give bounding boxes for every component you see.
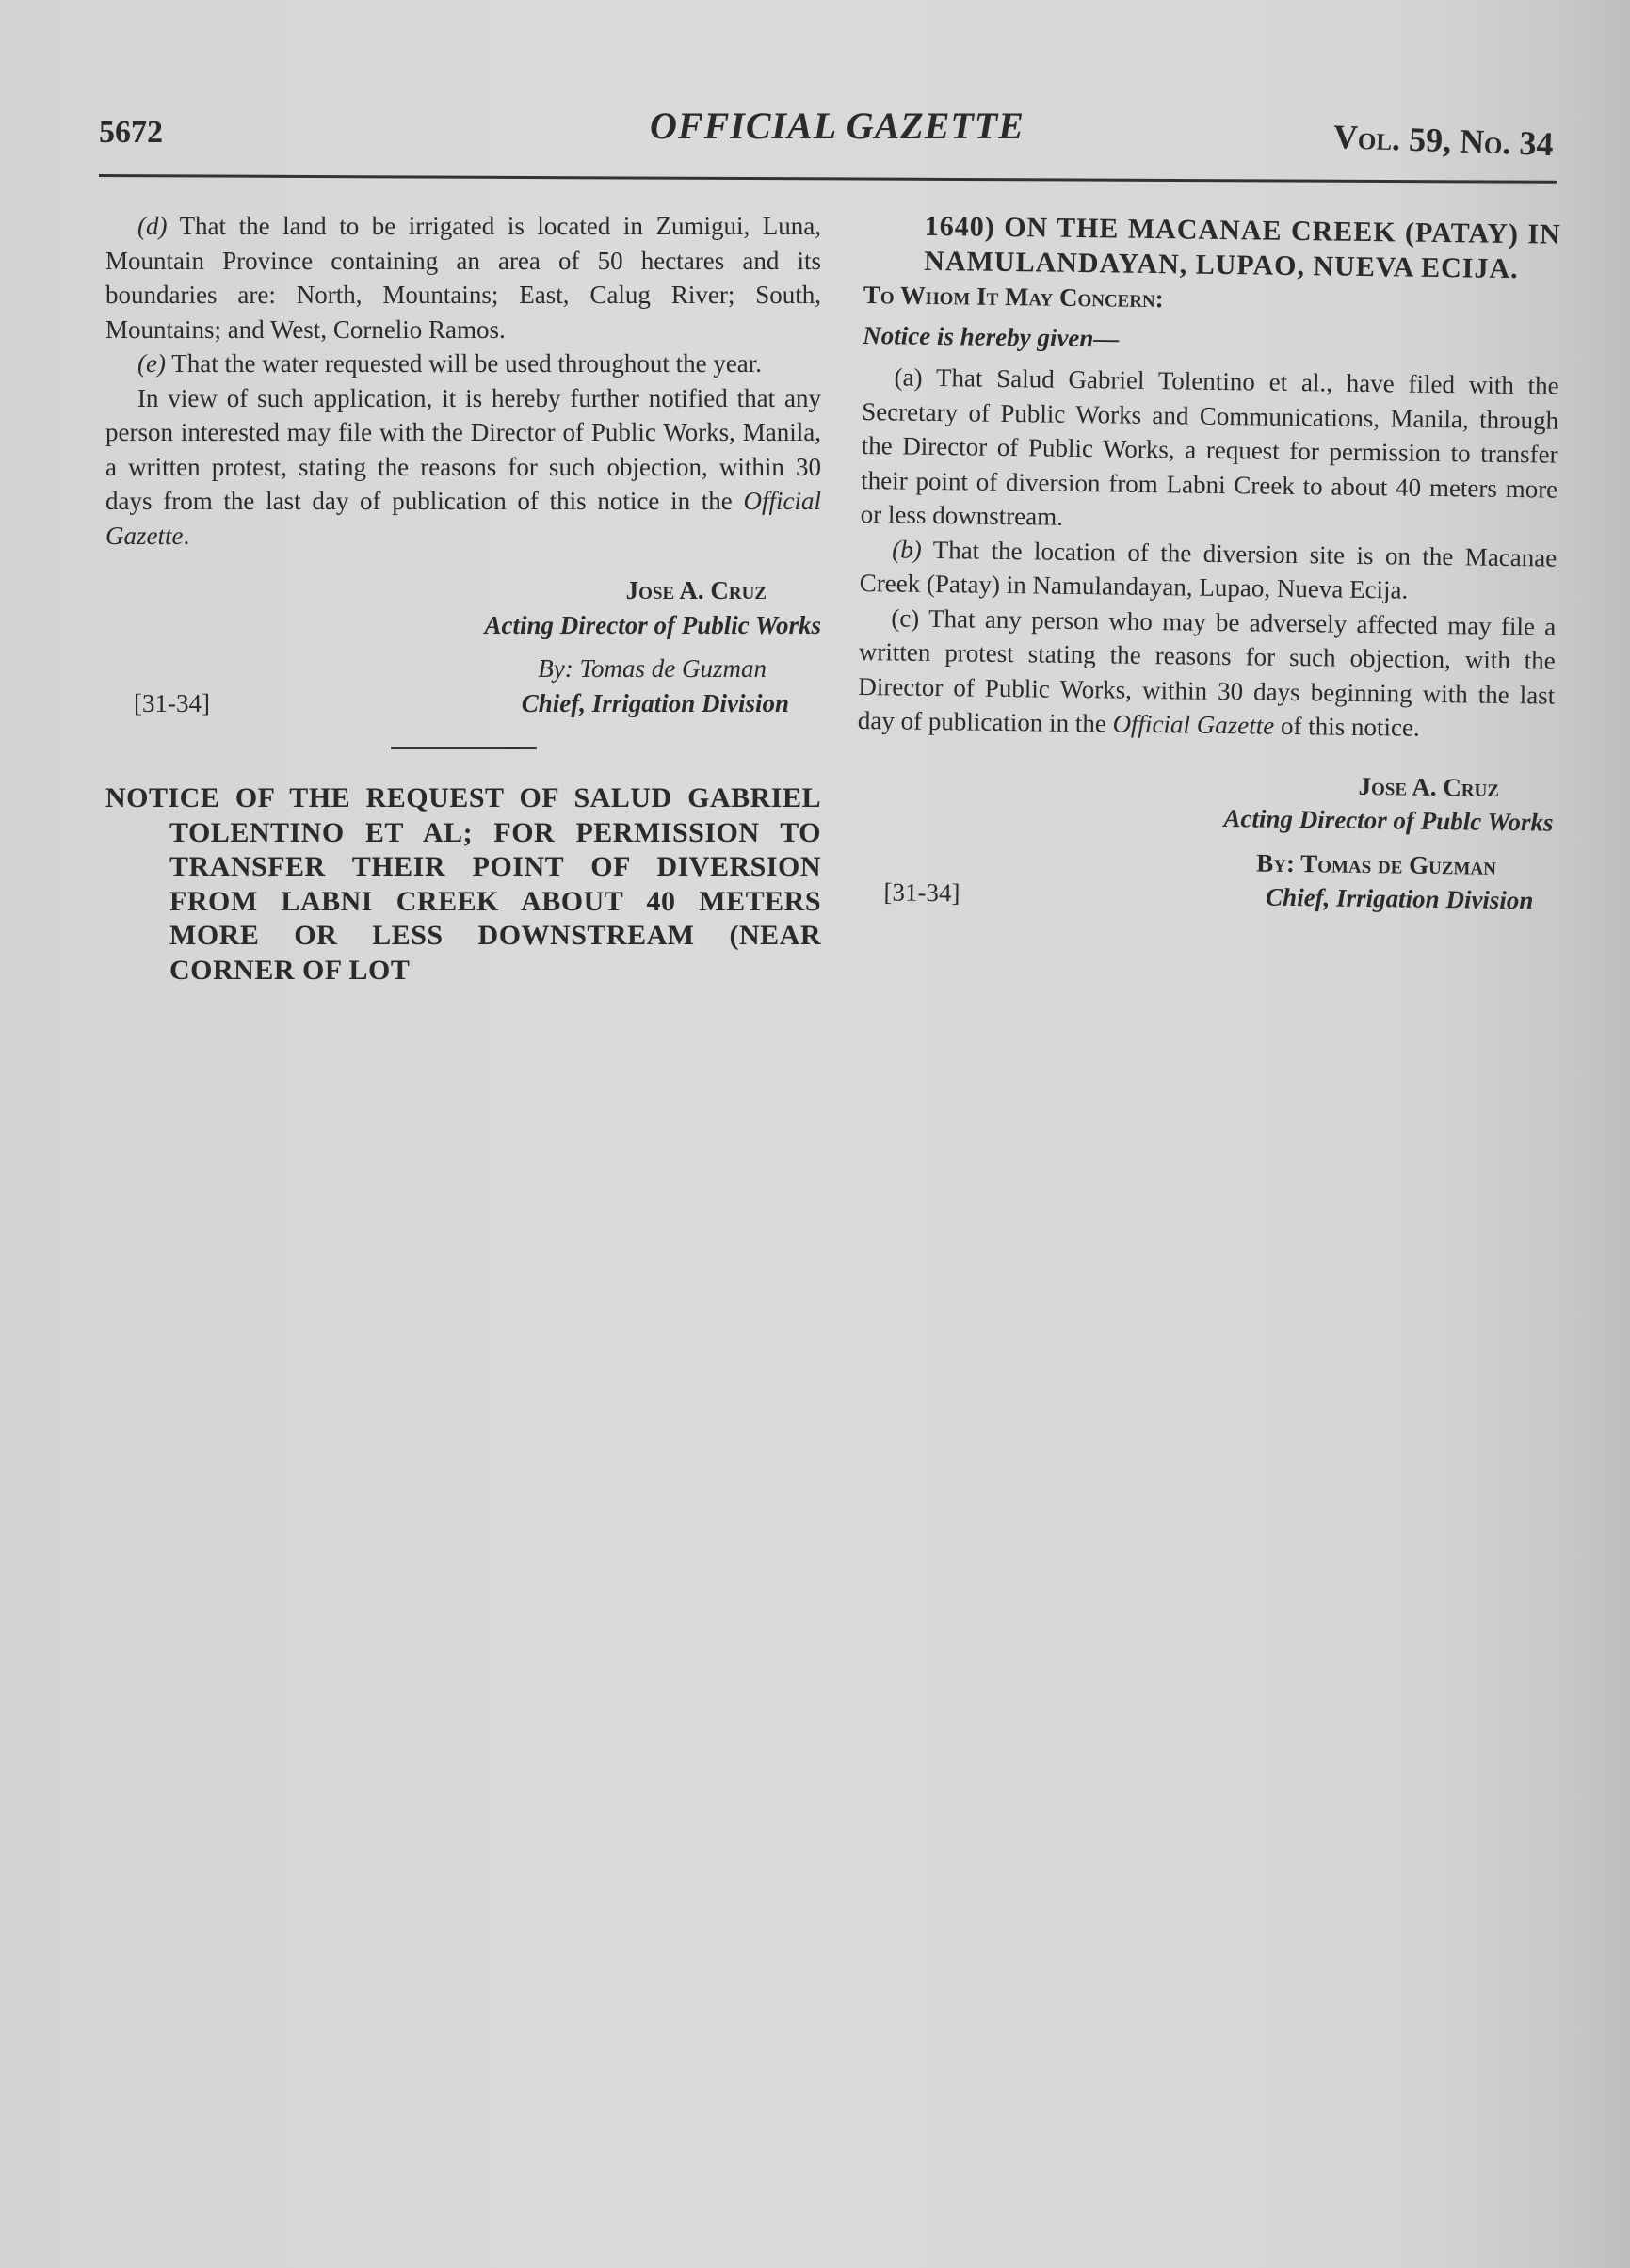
paragraph-a [861,360,1559,540]
signer-title [105,608,821,643]
paragraph-d [105,209,821,346]
header-rule [99,174,1557,184]
publication-title: OFFICIAL GAZETTE [650,105,1025,147]
paragraph-c-text: That any person who may be adversely affected may file a written protest stating the reasons for such objection, with the Director of Public Works, within 30 days beginning with the last day of publication in the [857,603,1557,738]
notice-title-continued: 1640) ON THE MACANAE CREEK (PATAY) IN NAMULANDAYAN, LUPAO, NUEVA ECIJA. [924,210,1561,284]
paragraph-c [858,600,1557,747]
by-line [105,651,821,686]
page-number: 5672 [99,115,163,150]
notice-given-text: Notice is hereby given— [863,320,1120,353]
paragraph-b-label: (b) [892,534,922,564]
right-column [855,209,1561,918]
signer-name [105,573,821,608]
notice-given [863,317,1559,361]
paragraph-a-label: (a) [894,362,923,392]
paragraph-b [860,531,1557,609]
signature-line [105,686,821,721]
section-separator [391,747,537,749]
by-name: By: Tomas de Guzman [538,654,767,683]
paragraph-b-text: That the location of the diversion site is on the Macanae Creek (Patay) in Namulandayan, Lupao, Nueva Ecija. [859,535,1557,604]
paragraph-d-label: (d) [137,212,168,240]
gazette-reference: Official Gazette [1112,709,1275,740]
paragraph-a-text: That Salud Gabriel Tolentino et al., have filed with the Secretary of Public Works and Communications, Manila, through the Director of Public Works, a request for permission to transfer their point of diversion from Labni Creek to about 40 meters more or less downstream. [860,363,1559,531]
left-column [105,209,821,988]
paragraph-e-label: (e) [137,349,166,378]
paragraph-c-end: of this notice. [1280,711,1420,742]
paragraph-d-text: That the land to be irrigated is located in Zumigui, Luna, Mountain Province containing an area of 50 hectares and its boundaries are: North, Mountains; East, Calug River; South, Mountains; and West, Cornelio Ramos. [105,212,822,344]
signer-name-text: Jose A. Cruz [1358,771,1500,802]
reference-number: [31-34] [134,688,210,717]
division-title: Chief, Irrigation Division [1265,882,1534,915]
signer-title-text: Acting Director of Public Works [484,610,821,639]
paragraph-e [105,346,821,381]
notification-paragraph [105,381,821,554]
notification-text: In view of such application, it is hereby further notified that any person interested may file with the Director of Public Works, Manila, a written protest, stating the reasons for such objection, within 30 days from the last day of publication of this notice in the [105,383,821,515]
division-title: Chief, Irrigation Division [521,688,789,717]
notification-end: . [183,521,190,550]
paragraph-e-text: That the water requested will be used throughout the year. [171,349,763,378]
by-name: By: Tomas de Guzman [1256,848,1497,880]
notice-title: NOTICE OF THE REQUEST OF SALUD GABRIEL TOLENTINO ET AL; FOR PERMISSION TO TRANSFER THEIR POINT OF DIVERSION FROM LABNI CREEK ABOUT 40 METERS MORE OR LESS DOWNSTREAM (NEAR CORNER OF LOT [105,782,821,986]
volume-number: Vol. 59, No. 34 [1332,117,1555,164]
reference-number: [31-34] [883,877,960,908]
page-header [99,104,1555,164]
gazette-reference: Official Gazette [105,487,821,550]
salutation: To Whom It May Concern: [863,280,1164,314]
signer-name-text: Jose A. Cruz [625,576,767,604]
signer-title-text: Acting Director of Publc Works [1223,804,1554,837]
paragraph-c-label: (c) [891,603,920,633]
